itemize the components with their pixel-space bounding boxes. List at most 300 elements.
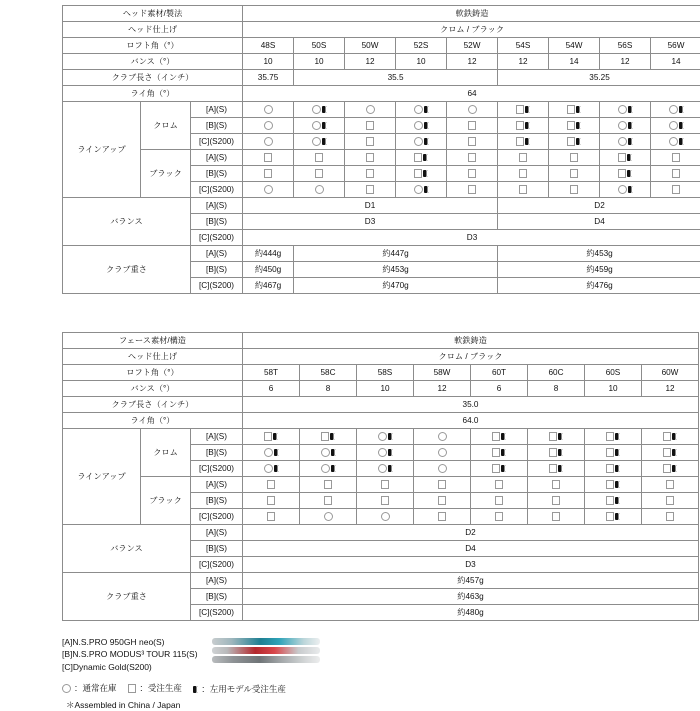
lefty-icon [273,433,278,440]
lineup-cell [498,134,549,150]
lineup-cell [447,166,498,182]
square-icon [495,480,504,489]
lineup-cell [345,166,396,182]
row-label-length: クラブ長さ（インチ） [63,397,243,413]
lefty-icon [424,186,429,193]
circle-icon [321,448,330,457]
lineup-cell [651,182,700,198]
availability-marks [243,134,293,149]
table-row-lineup-black-a [63,150,700,166]
lineup-cell [528,493,585,509]
square-icon [468,185,477,194]
availability-marks [447,102,497,117]
lefty-icon [576,138,581,145]
lineup-cell [600,118,651,134]
shaft-label: [B](S) [191,445,243,461]
bounce-value: 14 [549,54,600,70]
shaft-label: [B](S) [191,214,243,230]
square-icon [666,496,675,505]
square-icon [366,137,375,146]
availability-marks [243,477,299,492]
availability-marks [642,461,698,476]
lineup-cell [357,509,414,525]
lefty-icon [330,433,335,440]
shaft-label: [C](S200) [191,557,243,573]
availability-marks [447,134,497,149]
availability-marks [600,166,650,181]
lineup-cell [414,509,471,525]
shaft-label: [A](S) [191,573,243,589]
lefty-icon [322,138,327,145]
lineup-cell [294,118,345,134]
lineup-cell [414,461,471,477]
square-icon [570,169,579,178]
weight-value: 約444g [243,246,294,262]
lineup-cell [585,429,642,445]
availability-marks [642,429,698,444]
availability-marks [243,509,299,524]
lefty-icon [615,449,620,456]
weight-value: 約459g [498,262,700,278]
square-icon [516,105,525,114]
availability-marks [414,461,470,476]
row-label-balance: バランス [63,198,191,246]
bounce-value: 12 [345,54,396,70]
availability-marks [345,150,395,165]
lefty-icon [388,433,393,440]
lineup-cell [528,445,585,461]
lineup-cell [600,182,651,198]
square-icon [663,448,672,457]
lefty-icon [501,465,506,472]
lineup-cell [243,118,294,134]
availability-marks [498,102,548,117]
availability-marks [294,134,344,149]
lineup-cell [528,429,585,445]
shaft-label: [B](S) [191,262,243,278]
loft-value: 50W [345,38,396,54]
row-label-bounce: バンス（°） [63,54,243,70]
availability-marks [294,102,344,117]
shaft-label: [C](S200) [191,230,243,246]
table-row-lineup-chrome-a [63,102,700,118]
lineup-cell [600,102,651,118]
circle-icon [414,105,423,114]
availability-marks [396,134,446,149]
lefty-icon [615,497,620,504]
lefty-icon [193,686,198,693]
balance-value: D2 [243,525,699,541]
availability-marks [651,150,700,165]
lineup-cell [243,509,300,525]
square-icon [672,185,681,194]
lineup-cell [294,150,345,166]
availability-marks [549,102,599,117]
square-icon [264,432,273,441]
table-row-face-material [63,333,699,349]
circle-icon [378,448,387,457]
circle-icon [264,448,273,457]
table-row-lie [63,86,700,102]
square-icon [264,153,273,162]
circle-icon [264,121,273,130]
lineup-cell [585,461,642,477]
loft-value: 52W [447,38,498,54]
lineup-cell [300,477,357,493]
lefty-icon [672,465,677,472]
square-icon [552,496,561,505]
availability-marks [471,493,527,508]
availability-marks [528,445,584,460]
shaft-label: [A](S) [191,198,243,214]
shaft-legend-b: [B]N.S.PRO MODUS³ TOUR 115(S) [62,648,198,660]
availability-marks [498,118,548,133]
square-icon [495,496,504,505]
weight-value: 約476g [498,278,700,294]
availability-marks [651,102,700,117]
shaft-label: [C](S200) [191,278,243,294]
availability-marks [396,102,446,117]
circle-icon [312,121,321,130]
lineup-cell [642,509,699,525]
lie-value: 64.0 [243,413,699,429]
lefty-icon [423,170,428,177]
lineup-cell [243,461,300,477]
shaft-images [212,636,320,663]
lineup-cell [651,150,700,166]
lefty-icon [679,138,684,145]
lefty-icon [628,138,633,145]
bounce-value: 12 [447,54,498,70]
lefty-icon [615,433,620,440]
lefty-icon [672,433,677,440]
circle-icon [312,105,321,114]
circle-icon [381,512,390,521]
row-label-face-material: フェース素材/構造 [63,333,243,349]
availability-marks [600,150,650,165]
lineup-cell [396,134,447,150]
lineup-cell [642,493,699,509]
lineup-cell [300,445,357,461]
availability-marks [528,461,584,476]
square-icon [267,480,276,489]
lineup-cell [345,182,396,198]
lefty-icon [525,122,530,129]
square-icon [315,153,324,162]
lineup-cell [585,477,642,493]
loft-value: 50S [294,38,345,54]
assembly-note: ＊Assembled in China / Japan [62,699,698,711]
square-icon [672,153,681,162]
bounce-value: 6 [471,381,528,397]
square-icon [324,496,333,505]
availability-marks [642,445,698,460]
loft-value: 60S [585,365,642,381]
balance-value: D4 [498,214,700,230]
lineup-cell [300,429,357,445]
availability-marks [396,118,446,133]
availability-marks [498,182,548,197]
availability-marks [471,477,527,492]
square-icon [606,496,615,505]
lefty-icon [525,106,530,113]
lineup-cell [471,461,528,477]
availability-marks [651,118,700,133]
square-icon [570,153,579,162]
availability-marks [600,118,650,133]
lefty-icon [331,465,336,472]
lineup-cell [651,166,700,182]
lineup-cell [396,182,447,198]
row-label-balance: バランス [63,525,191,573]
circle-icon [438,464,447,473]
lineup-cell [549,118,600,134]
lineup-cell [585,493,642,509]
lefty-icon [615,513,620,520]
lefty-icon [558,449,563,456]
availability-marks [345,102,395,117]
square-icon [549,464,558,473]
availability-marks [414,493,470,508]
availability-marks [294,150,344,165]
lefty-icon [558,433,563,440]
lineup-cell [498,102,549,118]
loft-value: 58S [357,365,414,381]
square-icon [468,169,477,178]
lefty-icon [501,449,506,456]
lefty-icon [679,122,684,129]
square-icon [666,480,675,489]
circle-icon [414,185,423,194]
availability-marks [300,477,356,492]
table-row-weight-a [63,573,699,589]
lineup-cell [243,445,300,461]
lineup-cell [243,166,294,182]
square-icon [438,480,447,489]
square-icon [321,432,330,441]
square-icon [606,448,615,457]
value-head-material: 軟鉄鋳造 [243,6,700,22]
bounce-value: 6 [243,381,300,397]
table-row-weight-a [63,246,700,262]
length-value: 35.25 [498,70,700,86]
square-icon [381,496,390,505]
loft-value: 60C [528,365,585,381]
lineup-cell [243,182,294,198]
length-value: 35.5 [294,70,498,86]
availability-marks [357,461,413,476]
bounce-value: 10 [357,381,414,397]
square-icon [606,432,615,441]
availability-marks [528,477,584,492]
table-row-loft [63,38,700,54]
shaft-label: [A](S) [191,102,243,118]
lineup-cell [243,493,300,509]
circle-icon [324,512,333,521]
lineup-cell [528,477,585,493]
availability-marks [642,477,698,492]
bounce-value: 8 [528,381,585,397]
row-label-length: クラブ長さ（インチ） [63,70,243,86]
shaft-image-nspro-modus-115 [212,647,320,654]
lineup-cell [498,166,549,182]
availability-marks [243,102,293,117]
availability-marks [549,118,599,133]
lineup-cell [300,509,357,525]
circle-icon [414,121,423,130]
circle-icon [669,105,678,114]
lineup-cell [447,134,498,150]
lineup-cell [651,134,700,150]
availability-marks [498,150,548,165]
loft-value: 58T [243,365,300,381]
circle-icon [618,185,627,194]
lineup-cell [447,150,498,166]
availability-marks [243,150,293,165]
availability-marks [300,509,356,524]
availability-marks [294,118,344,133]
availability-marks [549,134,599,149]
lefty-icon [322,122,327,129]
square-icon [366,121,375,130]
lineup-cell [498,182,549,198]
shaft-label: [C](S200) [191,134,243,150]
balance-value: D3 [243,214,498,230]
lefty-icon [558,465,563,472]
row-label-head-finish: ヘッド仕上げ [63,22,243,38]
table-row-head-finish [63,349,699,365]
legend-text-lefty: ：左用モデル受注生産 [201,683,286,696]
circle-icon [378,432,387,441]
balance-value: D2 [498,198,700,214]
legend-item-stock [62,682,117,695]
table-row-balance-a [63,525,699,541]
availability-marks [396,182,446,197]
table-row-bounce [63,54,700,70]
spec-table-wedge-48-56 [62,5,700,294]
loft-value: 60T [471,365,528,381]
bounce-value: 12 [498,54,549,70]
finish-group-black: ブラック [141,477,191,525]
weight-value: 約467g [243,278,294,294]
circle-icon [378,464,387,473]
availability-marks [651,182,700,197]
bounce-value: 10 [294,54,345,70]
weight-value: 約447g [294,246,498,262]
shaft-label: [B](S) [191,166,243,182]
square-icon [128,684,137,693]
lineup-cell [294,102,345,118]
lineup-cell [642,429,699,445]
bounce-value: 12 [414,381,471,397]
availability-marks [357,477,413,492]
shaft-label: [C](S200) [191,509,243,525]
lefty-icon [672,449,677,456]
square-icon [618,169,627,178]
weight-value: 約480g [243,605,699,621]
availability-marks [357,429,413,444]
square-icon [264,169,273,178]
lineup-cell [447,102,498,118]
bounce-value: 12 [642,381,699,397]
lefty-icon [627,154,632,161]
availability-marks [414,429,470,444]
lineup-cell [471,493,528,509]
availability-marks [345,182,395,197]
availability-marks [471,445,527,460]
finish-group-black: ブラック [141,150,191,198]
lineup-cell [243,150,294,166]
availability-marks [345,118,395,133]
availability-marks [357,445,413,460]
loft-value: 52S [396,38,447,54]
lineup-cell [357,429,414,445]
lefty-icon [322,106,327,113]
table-row-lie [63,413,699,429]
availability-marks [345,166,395,181]
availability-marks [498,166,548,181]
lefty-icon [627,170,632,177]
legend-item-lefty [193,683,286,696]
lineup-cell [651,118,700,134]
circle-icon [264,464,273,473]
circle-icon [321,464,330,473]
square-icon [606,464,615,473]
table-row-bounce [63,381,699,397]
circle-icon [264,105,273,114]
square-icon [567,105,576,114]
shaft-legend-list [62,636,198,673]
row-label-lineup: ラインアップ [63,429,141,525]
lefty-icon [423,154,428,161]
lineup-cell [549,134,600,150]
loft-value: 48S [243,38,294,54]
loft-value: 58W [414,365,471,381]
square-icon [366,185,375,194]
lineup-cell [471,509,528,525]
weight-value: 約453g [294,262,498,278]
weight-value: 約470g [294,278,498,294]
square-icon [519,185,528,194]
circle-icon [468,105,477,114]
availability-marks [651,134,700,149]
lefty-icon [628,186,633,193]
availability-marks [471,509,527,524]
square-icon [519,153,528,162]
balance-value: D3 [243,230,700,246]
lineup-cell [300,461,357,477]
square-icon [438,496,447,505]
availability-marks [528,429,584,444]
lefty-icon [274,449,279,456]
circle-icon [669,137,678,146]
availability-marks [243,493,299,508]
availability-marks [243,429,299,444]
lefty-icon [628,106,633,113]
table-row-head-material [63,6,700,22]
shaft-label: [C](S200) [191,461,243,477]
row-label-loft: ロフト角（°） [63,365,243,381]
square-icon [606,512,615,521]
availability-marks [243,166,293,181]
value-head-finish: クロム / ブラック [243,349,699,365]
shaft-image-nspro-950gh [212,638,320,645]
shaft-label: [B](S) [191,541,243,557]
lineup-cell [414,477,471,493]
lineup-cell [585,509,642,525]
availability-marks [414,509,470,524]
legend-item-made-to-order [128,682,182,695]
